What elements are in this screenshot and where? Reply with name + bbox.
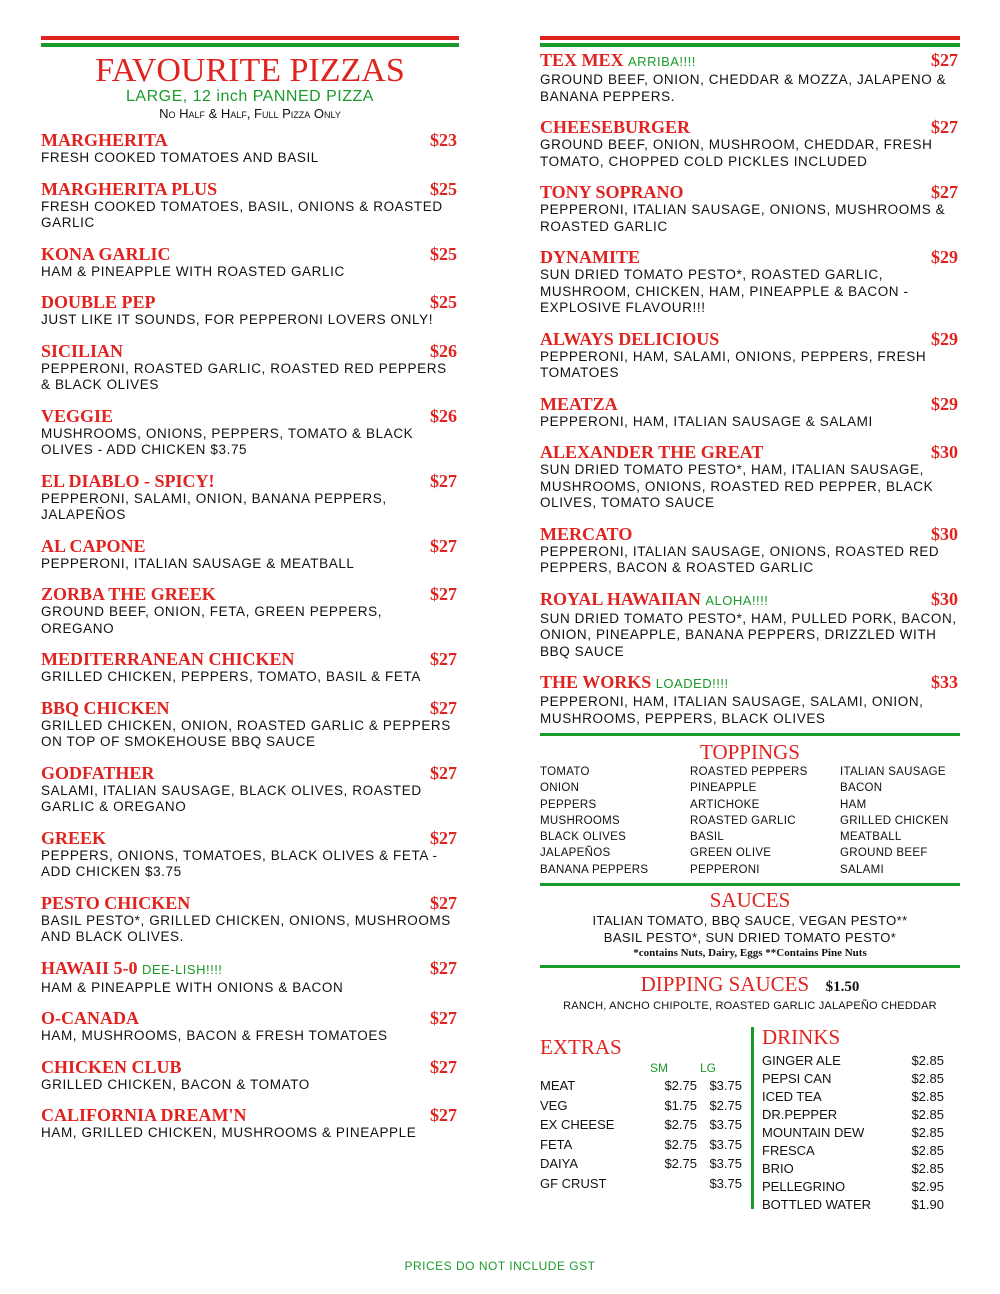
extras-name: GF CRUST	[540, 1175, 607, 1191]
pizza-name	[540, 524, 960, 544]
drink-name: BRIO	[762, 1161, 794, 1177]
pizza-price: $30	[931, 523, 958, 544]
extras-row	[540, 1076, 745, 1096]
pizza-item	[41, 536, 459, 573]
pizza-price: $27	[430, 584, 457, 604]
extras-lg-price: $3.75	[709, 1136, 742, 1152]
pizza-price: $23	[430, 130, 457, 150]
pizza-price: $27	[931, 50, 958, 70]
pizza-price: $27	[430, 1105, 457, 1125]
pizza-item	[540, 442, 960, 512]
pizza-desc: BASIL PESTO*, GRILLED CHICKEN, ONIONS, MUSHROOMS AND BLACK OLIVES.	[41, 912, 451, 944]
pizza-tag: ARRIBA!!!!	[628, 54, 696, 69]
extras-drinks-divider	[751, 1027, 754, 1209]
pizza-desc: HAM & PINEAPPLE WITH ONIONS & BACON	[41, 979, 344, 995]
pizza-name	[41, 1105, 459, 1125]
left-pizza-list	[41, 130, 459, 1142]
toppings-grid	[540, 764, 960, 878]
drink-price: $2.95	[911, 1179, 944, 1195]
pizza-price: $27	[430, 470, 457, 491]
pizza-tag: ALOHA!!!!	[705, 592, 769, 608]
extras-sm-price	[642, 1174, 697, 1194]
topping-item: ONION	[540, 782, 580, 795]
pizza-item	[41, 341, 459, 394]
pizza-tag: LOADED!!!!	[655, 676, 729, 691]
pizza-name	[41, 1057, 459, 1077]
extras-row	[540, 1174, 745, 1194]
pizza-desc: PEPPERONI, HAM, ITALIAN SAUSAGE & SALAMI	[540, 413, 873, 429]
drink-price: $2.85	[911, 1071, 944, 1087]
pizza-desc: SUN DRIED TOMATO PESTO*, ROASTED GARLIC, MUSHROOM, CHICKEN, HAM, PINEAPPLE & BACON - EXPLOSIVE FLAVOUR!!!	[540, 267, 909, 315]
drink-price: $2.85	[911, 1107, 944, 1123]
drinks-row	[762, 1196, 962, 1214]
pizza-item	[540, 394, 960, 431]
pizza-name-text: ZORBA THE GREEK	[41, 584, 216, 604]
pizza-item	[41, 893, 459, 946]
pizza-desc: GRILLED CHICKEN, PEPPERS, TOMATO, BASIL & FETA	[41, 669, 421, 684]
pizza-desc: PEPPERONI, HAM, SALAMI, ONIONS, PEPPERS, FRESH TOMATOES	[540, 348, 927, 380]
pizza-name-text: PESTO CHICKEN	[41, 892, 191, 913]
pizza-name-text: O-CANADA	[41, 1008, 139, 1028]
pizza-item	[41, 828, 459, 881]
pizza-desc: GRILLED CHICKEN, ONION, ROASTED GARLIC & PEPPERS ON TOP OF SMOKEHOUSE BBQ SAUCE	[41, 717, 451, 749]
drink-price: $2.85	[911, 1143, 944, 1159]
pizza-price: $27	[430, 1056, 457, 1077]
drinks-row	[762, 1142, 962, 1160]
pizza-name-text: CALIFORNIA DREAM'N	[41, 1105, 247, 1125]
drink-name: FRESCA	[762, 1143, 815, 1159]
pizza-price: $29	[931, 247, 958, 267]
toppings-col-2	[690, 764, 840, 878]
pizza-name-text: EL DIABLO - SPICY!	[41, 470, 215, 491]
toppings-col-1	[540, 764, 690, 878]
pizza-desc: PEPPERONI, ITALIAN SAUSAGE & MEATBALL	[41, 555, 355, 571]
extras-sm-price: $1.75	[664, 1097, 697, 1113]
pizza-desc: GROUND BEEF, ONION, FETA, GREEN PEPPERS, OREGANO	[41, 604, 383, 636]
pizza-name	[540, 247, 960, 267]
pizza-desc: FRESH COOKED TOMATOES, BASIL, ONIONS & ROASTED GARLIC	[41, 198, 443, 230]
pizza-name	[41, 341, 459, 361]
pizza-desc: PEPPERONI, ITALIAN SAUSAGE, ONIONS, ROASTED RED PEPPERS, BACON & ROASTED GARLIC	[540, 543, 940, 575]
pizza-price: $25	[430, 178, 457, 199]
pizza-price: $26	[430, 405, 457, 426]
drinks-row	[762, 1052, 962, 1070]
drink-name: PELLEGRINO	[762, 1179, 846, 1195]
pizza-name-text: DOUBLE PEP	[41, 292, 156, 312]
pizza-name-text: MEDITERRANEAN CHICKEN	[41, 649, 295, 669]
extras-title: EXTRAS	[540, 1035, 622, 1060]
sauces-line-1: ITALIAN TOMATO, BBQ SAUCE, VEGAN PESTO**	[592, 913, 908, 929]
pizza-item	[540, 524, 960, 577]
pizza-name-text: AL CAPONE	[41, 535, 146, 556]
topping-item: MEATBALL	[840, 831, 902, 844]
topping-item: BLACK OLIVES	[540, 831, 627, 844]
divider	[540, 733, 960, 736]
extras-sm-label: SM	[650, 1061, 668, 1076]
pizza-item	[41, 471, 459, 524]
pizza-price: $27	[430, 762, 457, 783]
sauces-note: *contains Nuts, Dairy, Eggs **Contains Pine Nuts	[633, 947, 867, 960]
pizza-desc: PEPPERONI, SALAMI, ONION, BANANA PEPPERS, JALAPEÑOS	[41, 490, 387, 522]
pizza-item	[41, 958, 459, 997]
extras-size-header	[540, 1060, 745, 1076]
drink-price: $2.85	[911, 1053, 944, 1069]
pizza-desc: SUN DRIED TOMATO PESTO*, HAM, PULLED PORK, BACON, ONION, PINEAPPLE, BANANA PEPPERS, DRIZZLED WITH BBQ SAUCE	[540, 610, 957, 659]
topping-item: HAM	[840, 798, 867, 811]
pizza-item	[41, 406, 459, 459]
pizza-name	[540, 394, 960, 414]
toppings-title: TOPPINGS	[700, 740, 800, 764]
extras-sm-price: $2.75	[664, 1078, 697, 1094]
pizza-name-text: SICILIAN	[41, 340, 124, 361]
drink-name: ICED TEA	[762, 1089, 822, 1105]
topping-item: GREEN OLIVE	[690, 847, 772, 860]
pizza-name	[540, 329, 960, 349]
menu-subtitle: LARGE, 12 inch PANNED PIZZA	[126, 88, 374, 105]
pizza-desc: PEPPERS, ONIONS, TOMATOES, BLACK OLIVES & FETA - ADD CHICKEN $3.75	[41, 847, 438, 879]
pizza-name-text: ROYAL HAWAIIAN	[540, 588, 701, 609]
extras-lg-price: $3.75	[709, 1156, 742, 1172]
pizza-price: $30	[931, 588, 958, 609]
drink-price: $2.85	[911, 1125, 944, 1141]
drinks-list	[762, 1052, 962, 1214]
pizza-name-text: MEATZA	[540, 393, 618, 414]
pizza-name-text: CHICKEN CLUB	[41, 1056, 182, 1077]
pizza-desc: GRILLED CHICKEN, BACON & TOMATO	[41, 1076, 310, 1092]
dipping-price: $1.50	[825, 979, 860, 996]
footer-note: PRICES DO NOT INCLUDE GST	[404, 1259, 596, 1273]
topping-item: TOMATO	[540, 766, 590, 778]
pizza-name	[41, 292, 459, 312]
pizza-item	[540, 117, 960, 170]
pizza-price: $27	[430, 697, 457, 718]
pizza-name	[41, 958, 459, 980]
pizza-desc: JUST LIKE IT SOUNDS, FOR PEPPERONI LOVERS ONLY!	[41, 312, 434, 327]
pizza-name-text: MERCATO	[540, 523, 633, 544]
pizza-name-text: GREEK	[41, 827, 107, 848]
pizza-name	[41, 584, 459, 604]
pizza-name	[540, 672, 960, 694]
pizza-price: $27	[430, 1008, 457, 1028]
pizza-price: $29	[931, 328, 958, 349]
topping-item: GROUND BEEF	[840, 847, 928, 860]
pizza-price: $29	[931, 393, 958, 414]
topping-item: ROASTED GARLIC	[690, 814, 796, 827]
extras-sm-price: $2.75	[664, 1156, 697, 1172]
drink-name: BOTTLED WATER	[762, 1197, 872, 1213]
extras-row	[540, 1135, 745, 1155]
pizza-desc: PEPPERONI, ITALIAN SAUSAGE, ONIONS, MUSHROOMS & ROASTED GARLIC	[540, 202, 946, 234]
pizza-price: $26	[430, 340, 457, 361]
pizza-name	[540, 589, 960, 611]
topping-item: MUSHROOMS	[540, 814, 621, 827]
topping-item: GRILLED CHICKEN	[840, 814, 949, 827]
pizza-desc: GROUND BEEF, ONION, MUSHROOM, CHEDDAR, FRESH TOMATO, CHOPPED COLD PICKLES INCLUDED	[540, 137, 933, 169]
drinks-row	[762, 1070, 962, 1088]
extras-name: EX CHEESE	[540, 1117, 615, 1133]
pizza-price: $27	[430, 892, 457, 913]
drinks-row	[762, 1124, 962, 1142]
extras-name: DAIYA	[540, 1156, 579, 1172]
pizza-name-text: KONA GARLIC	[41, 243, 171, 264]
pizza-item	[41, 1105, 459, 1142]
extras-lg-price: $2.75	[709, 1097, 742, 1113]
pizza-item	[41, 244, 459, 281]
pizza-price: $27	[430, 535, 457, 556]
pizza-name	[41, 1008, 459, 1028]
menu-title: FAVOURITE PIZZAS	[95, 52, 405, 89]
pizza-price: $27	[430, 649, 457, 669]
topping-item: BANANA PEPPERS	[540, 863, 649, 876]
topping-item: PEPPERONI	[690, 863, 760, 876]
extras-lg-label: LG	[700, 1061, 717, 1076]
header-stripe-left	[41, 36, 459, 48]
pizza-name	[41, 893, 459, 913]
drink-name: PEPSI CAN	[762, 1071, 832, 1087]
pizza-name-text: CHEESEBURGER	[540, 117, 691, 137]
pizza-name-text: ALWAYS DELICIOUS	[540, 328, 720, 349]
pizza-item	[41, 584, 459, 637]
extras-sm-price: $2.75	[664, 1117, 697, 1133]
pizza-item	[540, 589, 960, 661]
pizza-item	[540, 50, 960, 105]
pizza-desc: PEPPERONI, HAM, ITALIAN SAUSAGE, SALAMI, ONION, MUSHROOMS, PEPPERS, BLACK OLIVES	[540, 694, 924, 726]
pizza-item	[41, 1008, 459, 1045]
sauces-line-2: BASIL PESTO*, SUN DRIED TOMATO PESTO*	[603, 930, 897, 946]
pizza-name-text: BBQ CHICKEN	[41, 697, 170, 718]
pizza-name	[41, 179, 459, 199]
extras-row	[540, 1096, 745, 1116]
topping-item: SALAMI	[840, 863, 884, 876]
topping-item: ROASTED PEPPERS	[690, 766, 808, 778]
drinks-row	[762, 1088, 962, 1106]
pizza-item	[540, 247, 960, 317]
drink-price: $2.85	[911, 1161, 944, 1177]
pizza-item	[540, 182, 960, 235]
pizza-desc: HAM, GRILLED CHICKEN, MUSHROOMS & PINEAPPLE	[41, 1125, 417, 1140]
pizza-name-text: HAWAII 5-0	[41, 957, 138, 978]
pizza-price: $33	[931, 672, 958, 692]
pizza-name	[41, 244, 459, 264]
pizza-item	[41, 1057, 459, 1094]
topping-item: BASIL	[690, 831, 725, 844]
pizza-name	[41, 649, 459, 669]
dipping-list: RANCH, ANCHO CHIPOLTE, ROASTED GARLIC JALAPEÑO CHEDDAR	[563, 1000, 937, 1013]
pizza-name	[41, 406, 459, 426]
pizza-name-text: MARGHERITA	[41, 130, 168, 150]
pizza-name	[540, 182, 960, 202]
pizza-name	[41, 536, 459, 556]
extras-section	[540, 1035, 745, 1193]
pizza-desc: SUN DRIED TOMATO PESTO*, HAM, ITALIAN SAUSAGE, MUSHROOMS, ONIONS, ROASTED RED PEPPER, BLACK OLIVES, TOMATO SAUCE	[540, 462, 934, 510]
sauces-title: SAUCES	[709, 888, 791, 913]
pizza-desc: PEPPERONI, ROASTED GARLIC, ROASTED RED PEPPERS & BLACK OLIVES	[41, 360, 447, 392]
drink-price: $2.85	[911, 1089, 944, 1105]
right-column	[540, 36, 960, 1225]
extras-name: MEAT	[540, 1078, 576, 1094]
pizza-desc: SALAMI, ITALIAN SAUSAGE, BLACK OLIVES, ROASTED GARLIC & OREGANO	[41, 782, 422, 814]
drink-name: GINGER ALE	[762, 1053, 841, 1069]
left-column	[41, 36, 459, 1142]
menu-note: No Half & Half, Full Pizza Only	[159, 106, 341, 121]
pizza-item	[540, 329, 960, 382]
pizza-desc: HAM & PINEAPPLE WITH ROASTED GARLIC	[41, 263, 345, 279]
header-stripe-right	[540, 36, 960, 48]
extras-name: FETA	[540, 1136, 573, 1152]
pizza-name	[41, 828, 459, 848]
right-pizza-list	[540, 50, 960, 727]
pizza-name	[540, 50, 960, 72]
pizza-name	[41, 763, 459, 783]
pizza-tag: DEE-LISH!!!!	[142, 961, 223, 977]
topping-item: PEPPERS	[540, 798, 597, 811]
extras-sm-price: $2.75	[664, 1136, 697, 1152]
pizza-name-text: VEGGIE	[41, 405, 114, 426]
pizza-desc: FRESH COOKED TOMATOES AND BASIL	[41, 150, 319, 165]
pizza-price: $25	[430, 292, 457, 312]
pizza-item	[41, 179, 459, 232]
toppings-col-3	[840, 764, 970, 878]
dipping-title: DIPPING SAUCES	[640, 972, 810, 997]
divider	[540, 883, 960, 886]
topping-item: ITALIAN SAUSAGE	[840, 766, 946, 778]
pizza-name	[41, 471, 459, 491]
pizza-name-text: TEX MEX	[540, 50, 624, 70]
pizza-name	[41, 130, 459, 150]
extras-lg-price: $3.75	[709, 1078, 742, 1094]
drink-name: DR.PEPPER	[762, 1107, 838, 1123]
extras-row	[540, 1154, 745, 1174]
drinks-title: DRINKS	[762, 1025, 841, 1050]
pizza-item	[540, 672, 960, 727]
topping-item: PINEAPPLE	[690, 782, 757, 795]
topping-item: ARTICHOKE	[690, 798, 760, 811]
pizza-item	[41, 698, 459, 751]
topping-item: BACON	[840, 782, 883, 795]
pizza-price: $27	[430, 957, 457, 978]
pizza-name-text: GODFATHER	[41, 762, 155, 783]
pizza-price: $30	[931, 442, 958, 462]
pizza-item	[41, 292, 459, 329]
extras-name: VEG	[540, 1097, 568, 1113]
pizza-price: $25	[430, 243, 457, 264]
drinks-row	[762, 1160, 962, 1178]
drinks-row	[762, 1106, 962, 1124]
pizza-name	[540, 442, 960, 462]
pizza-name-text: TONY SOPRANO	[540, 182, 684, 202]
pizza-name	[41, 698, 459, 718]
pizza-price: $27	[430, 827, 457, 848]
pizza-name-text: ALEXANDER THE GREAT	[540, 442, 764, 462]
pizza-item	[41, 649, 459, 686]
dipping-header	[540, 972, 960, 999]
pizza-price: $27	[931, 117, 958, 137]
pizza-name-text: DYNAMITE	[540, 247, 641, 267]
extras-row	[540, 1115, 745, 1135]
drink-name: MOUNTAIN DEW	[762, 1125, 865, 1141]
pizza-name	[540, 117, 960, 137]
extras-list	[540, 1076, 745, 1193]
pizza-item	[41, 763, 459, 816]
pizza-desc: MUSHROOMS, ONIONS, PEPPERS, TOMATO & BLACK OLIVES - ADD CHICKEN $3.75	[41, 425, 414, 457]
drinks-section	[762, 1025, 962, 1214]
drinks-row	[762, 1178, 962, 1196]
pizza-item	[41, 130, 459, 167]
pizza-name-text: MARGHERITA PLUS	[41, 178, 218, 199]
pizza-price: $27	[931, 182, 958, 202]
pizza-desc: GROUND BEEF, ONION, CHEDDAR & MOZZA, JALAPENO & BANANA PEPPERS.	[540, 72, 947, 104]
extras-lg-price: $3.75	[709, 1117, 742, 1133]
extras-lg-price: $3.75	[709, 1175, 742, 1191]
pizza-desc: HAM, MUSHROOMS, BACON & FRESH TOMATOES	[41, 1028, 388, 1043]
extras-drinks	[540, 1025, 960, 1225]
drink-price: $1.90	[911, 1197, 944, 1213]
topping-item: JALAPEÑOS	[540, 847, 611, 860]
divider	[540, 965, 960, 968]
pizza-name-text: THE WORKS	[540, 672, 652, 692]
